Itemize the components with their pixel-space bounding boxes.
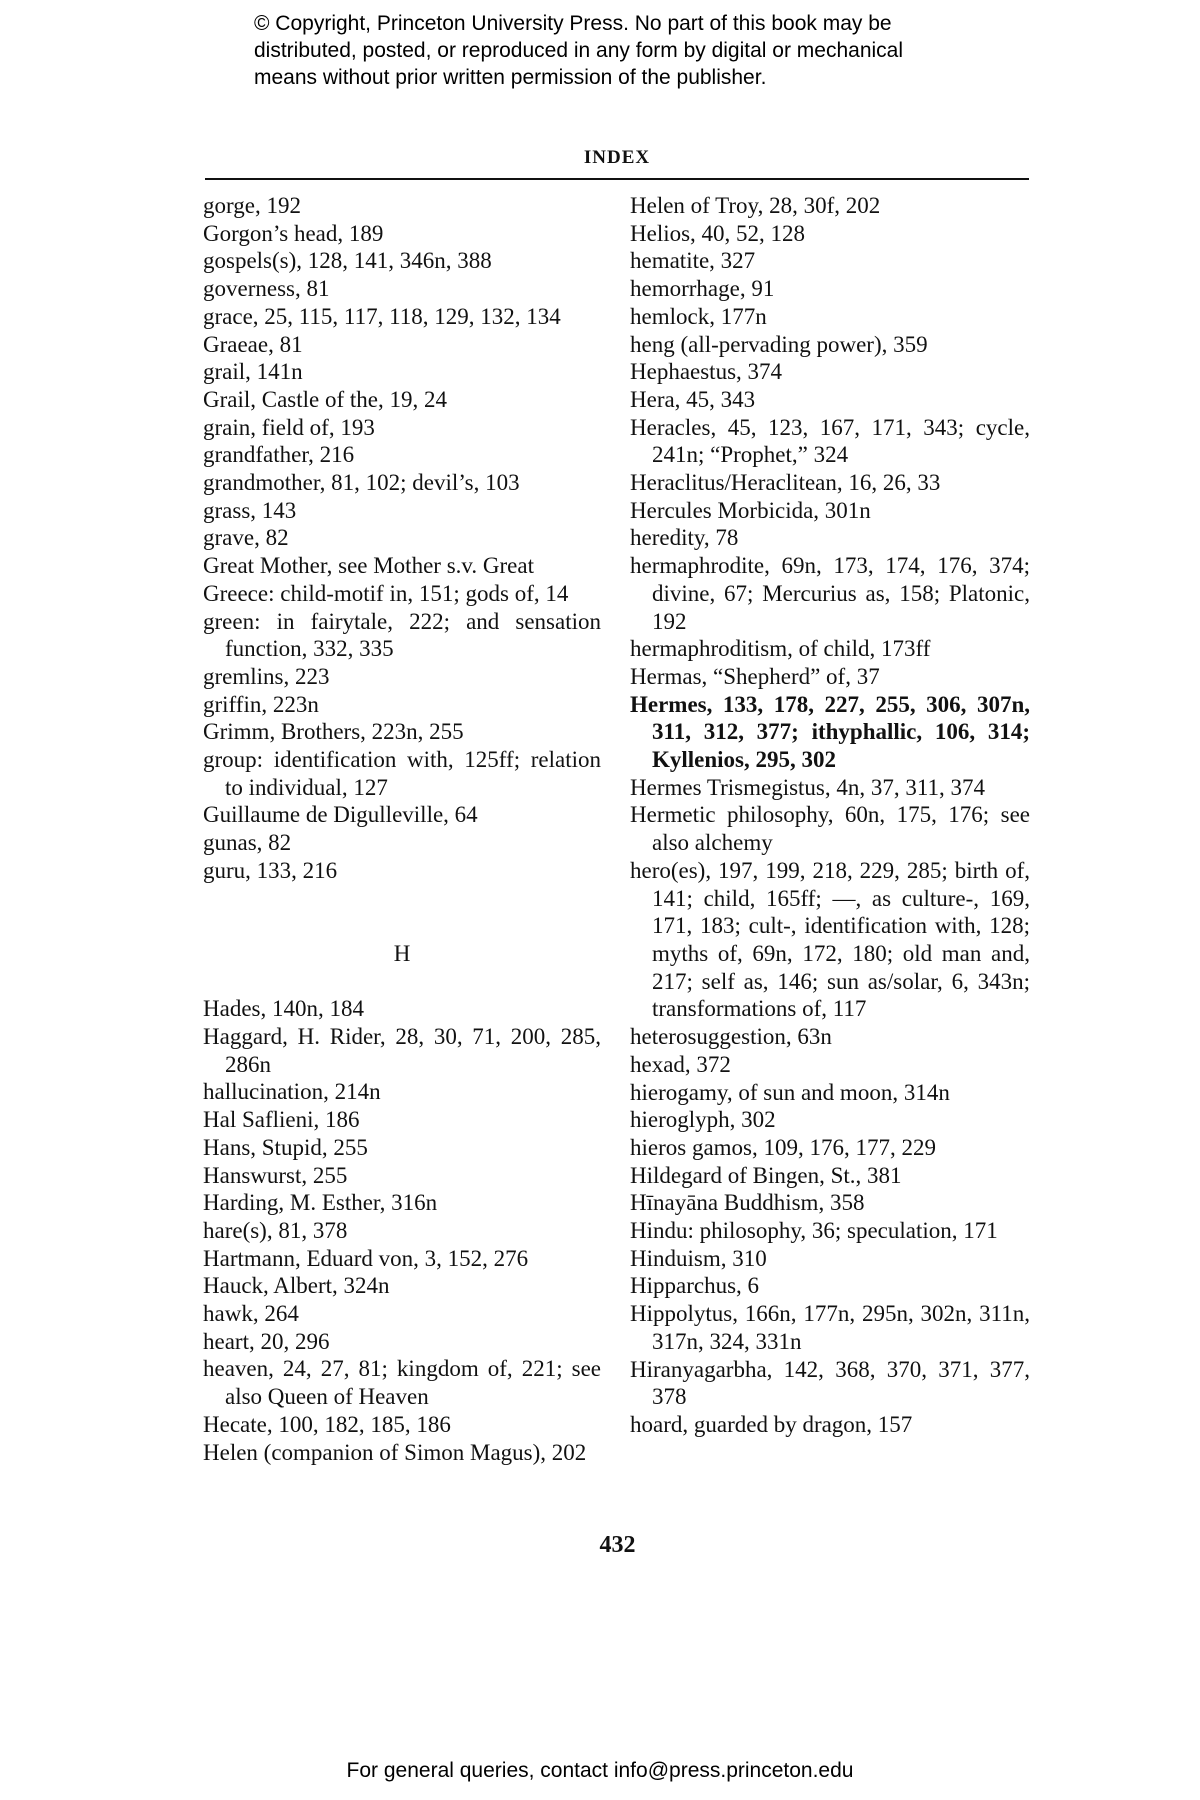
- index-entry: Helen (companion of Simon Magus), 202: [203, 1439, 587, 1465]
- index-entry: gunas, 82: [203, 830, 292, 856]
- index-entry: Great Mother, see Mother s.v. Great: [203, 553, 534, 579]
- index-entry: Hera, 45, 343: [630, 386, 756, 412]
- index-entry: grandfather, 216: [203, 442, 355, 468]
- index-entry: Heracles, 45, 123, 167, 171, 343; cycle, 241n; “Prophet,” 324: [630, 414, 1030, 468]
- index-entry: Hanswurst, 255: [203, 1162, 348, 1188]
- index-entry: Hīnayāna Buddhism, 358: [630, 1190, 865, 1216]
- index-entry: Guillaume de Digulleville, 64: [203, 802, 478, 828]
- index-entry: hieroglyph, 302: [630, 1107, 776, 1133]
- index-entry: group: identification with, 125ff; relation to individual, 127: [203, 747, 601, 800]
- index-entry: hero(es), 197, 199, 218, 229, 285; birth of, 141; child, 165ff; —, as culture-, 169, 171, 183; cult-, identification with, 128; myths of, 69n, 172, 180; old man and, 217; self as, 146; sun as/solar, 6, 343n; transformations of, 117: [630, 857, 1030, 1022]
- index-entry: Greece: child-motif in, 151; gods of, 14: [203, 580, 569, 606]
- copyright-line: means without prior written permission of the publisher.: [254, 66, 767, 89]
- index-entry: Hauck, Albert, 324n: [203, 1273, 390, 1299]
- index-entry: Hermes, 133, 178, 227, 255, 306, 307n, 311, 312, 377; ithyphallic, 106, 314; Kyllenios, 295, 302: [630, 691, 1030, 773]
- copyright-line: distributed, posted, or reproduced in any form by digital or mechanical: [254, 39, 904, 62]
- index-entry: Hercules Morbicida, 301n: [630, 497, 871, 523]
- index-entry: Graeae, 81: [203, 331, 303, 357]
- index-entry: guru, 133, 216: [203, 857, 338, 883]
- index-entry: Hippolytus, 166n, 177n, 295n, 302n, 311n, 317n, 324, 331n: [630, 1301, 1030, 1354]
- index-entry: hexad, 372: [630, 1051, 731, 1077]
- index-entry: Hermetic philosophy, 60n, 175, 176; see also alchemy: [630, 802, 1030, 856]
- index-entries-h-continued: [630, 192, 1030, 1439]
- index-entry: Hecate, 100, 182, 185, 186: [203, 1411, 451, 1437]
- index-entry: heredity, 78: [630, 525, 739, 551]
- index-entry: grail, 141n: [203, 359, 303, 385]
- index-entry: hawk, 264: [203, 1301, 299, 1327]
- index-entry: Hipparchus, 6: [630, 1273, 760, 1299]
- index-entry: Hindu: philosophy, 36; speculation, 171: [630, 1218, 998, 1244]
- index-entry: hemorrhage, 91: [630, 276, 775, 302]
- index-entry: Hans, Stupid, 255: [203, 1134, 368, 1160]
- index-entry: Hal Saflieni, 186: [203, 1107, 360, 1133]
- index-entry: Helen of Troy, 28, 30f, 202: [630, 193, 881, 218]
- index-entry: Hildegard of Bingen, St., 381: [630, 1162, 902, 1188]
- index-entry: Grimm, Brothers, 223n, 255: [203, 719, 464, 745]
- index-entry: grain, field of, 193: [203, 414, 375, 440]
- index-entry: grass, 143: [203, 497, 297, 523]
- index-entry: Hephaestus, 374: [630, 359, 783, 385]
- footer-contact: For general queries, contact info@press.princeton.edu: [346, 1759, 854, 1782]
- index-entry: Hades, 140n, 184: [203, 996, 364, 1022]
- copyright-line: © Copyright, Princeton University Press. No part of this book may be: [254, 12, 892, 35]
- index-entry: Hermas, “Shepherd” of, 37: [630, 663, 880, 689]
- letter-heading: H: [393, 940, 411, 966]
- index-entry: gospels(s), 128, 141, 346n, 388: [203, 248, 492, 274]
- index-entry: hare(s), 81, 378: [203, 1217, 348, 1243]
- index-entry: grave, 82: [203, 525, 289, 551]
- index-entry: Grail, Castle of the, 19, 24: [203, 386, 448, 412]
- index-entry: griffin, 223n: [203, 691, 319, 717]
- index-entry: heterosuggestion, 63n: [630, 1024, 832, 1050]
- index-entry: heaven, 24, 27, 81; kingdom of, 221; see also Queen of Heaven: [203, 1356, 601, 1410]
- running-head: INDEX: [583, 147, 651, 168]
- index-column-right: [630, 192, 1030, 1439]
- index-entry: Hinduism, 310: [630, 1245, 767, 1271]
- index-entry: Harding, M. Esther, 316n: [203, 1190, 438, 1216]
- index-column-left: [203, 192, 601, 1466]
- index-entries-g: [203, 192, 601, 885]
- index-entry: governess, 81: [203, 276, 330, 302]
- index-entry: hemlock, 177n: [630, 303, 767, 329]
- index-entry: heart, 20, 296: [203, 1328, 330, 1354]
- index-entry: Helios, 40, 52, 128: [630, 220, 806, 246]
- index-entry: heng (all-pervading power), 359: [630, 331, 928, 357]
- header-rule: [205, 178, 1029, 180]
- index-entry: hierogamy, of sun and moon, 314n: [630, 1079, 950, 1105]
- index-entry: Heraclitus/Heraclitean, 16, 26, 33: [630, 470, 941, 496]
- index-entry: hieros gamos, 109, 176, 177, 229: [630, 1134, 937, 1160]
- index-entry: gorge, 192: [203, 193, 301, 218]
- index-entry: hallucination, 214n: [203, 1079, 381, 1105]
- index-entry: green: in fairytale, 222; and sensation function, 332, 335: [203, 608, 601, 662]
- index-entry: Hartmann, Eduard von, 3, 152, 276: [203, 1245, 529, 1271]
- index-entry: gremlins, 223: [203, 663, 330, 689]
- page-number: 432: [599, 1532, 636, 1558]
- index-entry: grace, 25, 115, 117, 118, 129, 132, 134: [203, 303, 561, 329]
- index-entry: hoard, guarded by dragon, 157: [630, 1411, 913, 1437]
- index-entries-h: [203, 995, 601, 1466]
- index-entry: hematite, 327: [630, 248, 756, 274]
- index-entry: hermaphrodite, 69n, 173, 174, 176, 374; divine, 67; Mercurius as, 158; Platonic, 192: [630, 553, 1030, 634]
- index-entry: Hermes Trismegistus, 4n, 37, 311, 374: [630, 774, 986, 800]
- index-entry: Haggard, H. Rider, 28, 30, 71, 200, 285, 286n: [203, 1024, 601, 1077]
- copyright-notice: [254, 10, 1014, 91]
- index-entry: Gorgon’s head, 189: [203, 220, 384, 246]
- index-entry: Hiranyagarbha, 142, 368, 370, 371, 377, 378: [630, 1356, 1030, 1410]
- index-entry: hermaphroditism, of child, 173ff: [630, 636, 931, 662]
- index-entry: grandmother, 81, 102; devil’s, 103: [203, 470, 520, 496]
